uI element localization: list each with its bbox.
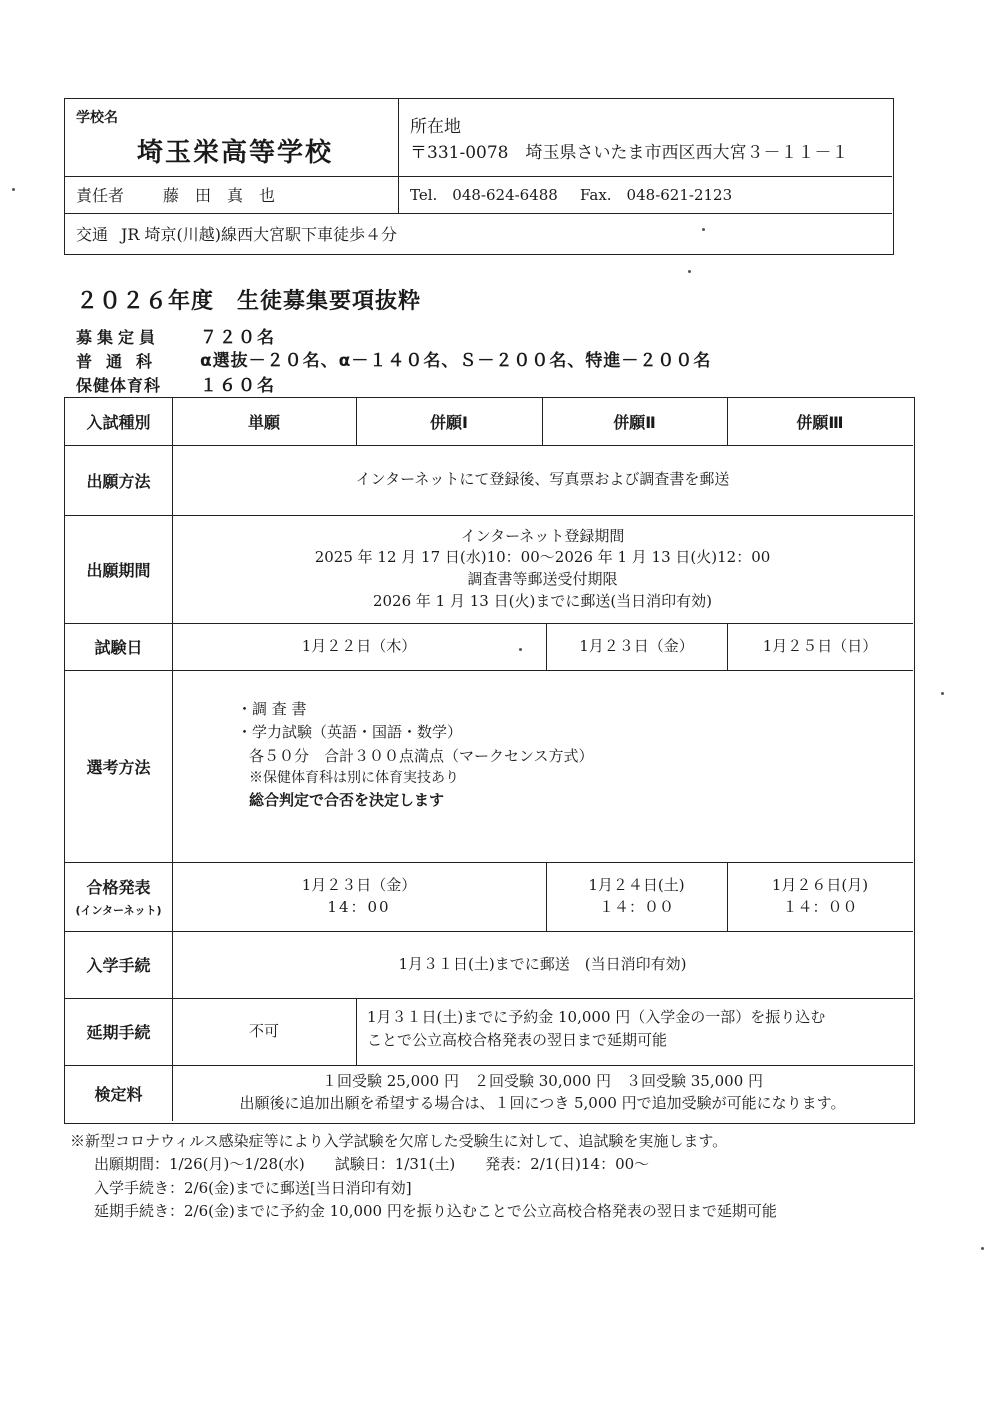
tel: Tel. 048-624-6488 <box>410 186 558 204</box>
registration-period: 2025 年 12 月 17 日(水)10：00～2026 年 1 月 13 日(火)12：00 <box>314 548 771 567</box>
notes-makeup-enrollment: 入学手続き：2/6(金)までに郵送[当日消印有効] <box>94 1178 412 1197</box>
school-info-box <box>64 98 894 255</box>
selection-method-label: 選考方法 <box>86 757 151 777</box>
selection-item-report: ・調 査 書 <box>237 700 307 718</box>
scan-speck <box>519 648 522 651</box>
exam-date-label: 試験日 <box>94 638 143 657</box>
fax: Fax. 048-621-2123 <box>580 186 733 204</box>
address-label: 所在地 <box>410 117 461 137</box>
pe-course-label: 保健体育科 <box>76 376 162 395</box>
general-course-label: 普通科 <box>76 352 167 371</box>
divider <box>356 998 357 1065</box>
school-name-label: 学校名 <box>76 110 118 126</box>
divider <box>65 670 913 671</box>
col-header-combined-3: 併願Ⅲ <box>796 413 844 432</box>
notes <box>70 1130 777 1223</box>
capacity-value: ７２０名 <box>200 328 276 348</box>
announcement-date: 1月２６日(月) <box>771 875 869 894</box>
announcement-single-combined1 <box>172 862 546 931</box>
postpone-combined-value <box>367 1006 825 1053</box>
exam-date-combined2: 1月２３日（金） <box>579 636 694 655</box>
page-title: ２０２６年度 生徒募集要項抜粋 <box>76 289 422 314</box>
selection-overall-judgement: 総合判定で合否を決定します <box>249 791 445 810</box>
exam-date-single-combined1: 1月２２日（木） <box>301 636 417 655</box>
notes-makeup-postpone: 延期手続き：2/6(金)までに予約金 10,000 円を振り込むことで公立高校合格発表の翌日まで延期可能 <box>94 1201 777 1220</box>
announcement-combined2 <box>546 862 727 931</box>
announcement-date: 1月２４日(土) <box>588 875 685 894</box>
scan-speck <box>981 1247 984 1250</box>
general-course-value: α選抜－２０名、α－１４０名、Ｓ－２００名、特進－２００名 <box>200 351 712 371</box>
fee-label: 検定料 <box>94 1084 143 1104</box>
notes-makeup-exam: ※新型コロナウィルス感染症等により入学試験を欠席した受験生に対して、追試験を実施します。 <box>70 1132 728 1150</box>
col-header-combined-1: 併願Ⅰ <box>430 413 468 432</box>
announcement-label: 合格発表 <box>86 878 151 897</box>
application-method-label: 出願方法 <box>86 471 151 491</box>
fee-additional: 出願後に追加出願を希望する場合は、１回につき 5,000 円で追加受験が可能になります。 <box>239 1094 846 1112</box>
announcement-combined3 <box>727 862 913 931</box>
selection-pe-note: ※保健体育科は別に体育実技あり <box>249 769 459 786</box>
announcement-time: １４：００ <box>782 897 858 916</box>
postpone-line-1: 1月３１日(土)までに予約金 10,000 円（入学金の一部）を振り込む <box>367 1008 826 1026</box>
col-header-single: 単願 <box>247 413 280 432</box>
manager-name: 藤 田 真 也 <box>163 186 276 205</box>
announcement-time: １４：００ <box>598 897 674 916</box>
capacity-label: 募集定員 <box>76 328 161 347</box>
selection-item-academic-test: ・学力試験（英語・国語・数学） <box>237 723 463 742</box>
enrollment-label: 入学手続 <box>86 956 151 975</box>
admission-table <box>64 397 915 1124</box>
application-period-cell <box>172 515 913 623</box>
col-header-combined-2: 併願Ⅱ <box>613 413 656 432</box>
notes-makeup-schedule: 出願期間：1/26(月)～1/28(水) 試験日：1/31(土) 発表：2/1(日)14：00～ <box>94 1155 650 1174</box>
announcement-time: 14：00 <box>327 897 391 916</box>
registration-period-heading: インターネット登録期間 <box>460 526 625 545</box>
divider <box>65 176 892 177</box>
school-name: 埼玉栄高等学校 <box>137 138 334 168</box>
announcement-label-cell <box>65 862 172 931</box>
scan-speck <box>12 188 15 191</box>
postpone-single-value: 不可 <box>248 1021 279 1040</box>
enrollment-value: 1月３１日(土)までに郵送 (当日消印有効) <box>398 954 687 973</box>
application-period-label: 出願期間 <box>86 560 151 580</box>
scan-speck <box>702 228 705 231</box>
fee-amounts: １回受験 25,000 円 ２回受験 30,000 円 ３回受験 35,000 円 <box>321 1072 764 1091</box>
selection-method-list <box>237 698 594 813</box>
divider <box>65 213 892 214</box>
exam-type-header: 入試種別 <box>86 413 151 432</box>
postpone-line-2: ことで公立高校合格発表の翌日まで延期可能 <box>367 1031 668 1050</box>
scan-speck <box>688 270 691 273</box>
application-method-value: インターネットにて登録後、写真票および調査書を郵送 <box>355 470 730 489</box>
manager-label: 責任者 <box>76 186 125 205</box>
access-label: 交通 <box>76 225 109 244</box>
announcement-date: 1月２３日（金） <box>301 875 417 894</box>
selection-test-detail: 各５０分 合計３００点満点（マークセンス方式） <box>249 746 594 765</box>
access: JR 埼京(川越)線西大宮駅下車徒歩４分 <box>121 225 398 244</box>
announcement-sublabel: (インターネット) <box>75 904 162 917</box>
address: 〒331-0078 埼玉県さいたま市西区西大宮３－１１－１ <box>410 143 849 163</box>
pe-course-value: １６０名 <box>200 376 276 396</box>
exam-date-combined3: 1月２５日（日） <box>762 636 878 655</box>
postpone-label: 延期手続 <box>86 1023 151 1042</box>
scan-speck <box>941 692 944 695</box>
documents-deadline: 2026 年 1 月 13 日(火)までに郵送(当日消印有効) <box>372 591 713 610</box>
divider <box>398 99 399 213</box>
documents-deadline-heading: 調査書等郵送受付期限 <box>467 570 618 588</box>
fee-cell <box>172 1065 913 1121</box>
